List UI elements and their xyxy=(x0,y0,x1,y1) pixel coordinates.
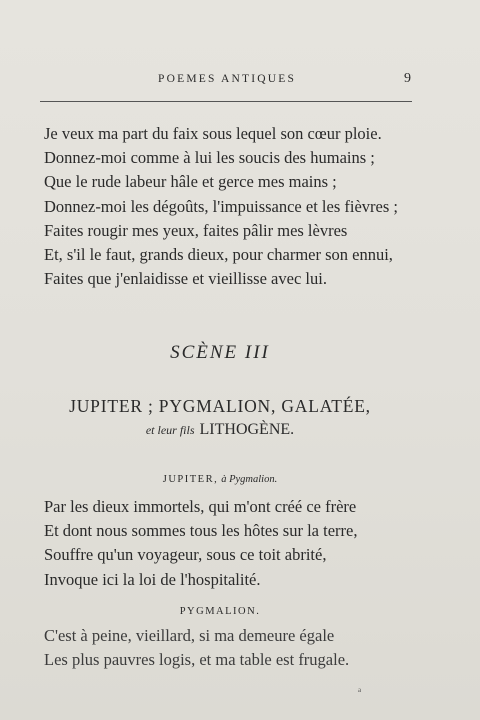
stage-direction: à Pygmalion. xyxy=(221,474,278,485)
verse-speech xyxy=(44,495,357,592)
verse-line: Souffre qu'un voyageur, sous ce toit abrité, xyxy=(44,545,327,565)
verse-line: Et dont nous sommes tous les hôtes sur la terre, xyxy=(44,521,358,541)
printer-mark: a xyxy=(358,686,362,694)
verse-line: Et, s'il le faut, grands dieux, pour charmer son ennui, xyxy=(44,245,393,265)
verse-line: Faites rougir mes yeux, faites pâlir mes lèvres xyxy=(44,220,348,240)
verse-line: Que le rude labeur hâle et gerce mes mains ; xyxy=(44,172,337,192)
verse-line: Par les dieux immortels, qui m'ont créé ce frère xyxy=(44,497,357,516)
verse-speech xyxy=(44,624,349,672)
verse-line: Donnez-moi les dégoûts, l'impuissance et les fièvres ; xyxy=(44,196,398,216)
page-number: 9 xyxy=(404,71,411,86)
verse-line: Invoque ici la loi de l'hospitalité. xyxy=(44,569,261,589)
running-head: POEMES ANTIQUES xyxy=(158,73,297,85)
verse-line: C'est à peine, vieillard, si ma demeure égale xyxy=(44,626,335,645)
speaker-name: JUPITER, xyxy=(162,474,219,485)
verse-line: Faites que j'enlaidisse et vieillisse avec lui. xyxy=(44,269,327,289)
verse-line: Les plus pauvres logis, et ma table est frugale. xyxy=(44,650,350,670)
scene-characters-children xyxy=(0,421,440,439)
header-rule xyxy=(40,101,412,102)
speaker-heading xyxy=(0,474,440,485)
verse-stanza xyxy=(44,122,398,291)
scene-title: SCÈNE III xyxy=(170,342,270,363)
speaker-heading xyxy=(0,606,440,617)
children-name: LITHOGÈNE. xyxy=(199,421,295,438)
verse-line: Je veux ma part du faix sous lequel son cœur ploie. xyxy=(44,124,382,143)
speaker-name: PYGMALION. xyxy=(179,606,261,617)
verse-line: Donnez-moi comme à lui les soucis des humains ; xyxy=(44,148,375,168)
children-prefix: et leur fils xyxy=(145,423,195,437)
scene-characters: JUPITER ; PYGMALION, GALATÉE, xyxy=(69,396,371,416)
